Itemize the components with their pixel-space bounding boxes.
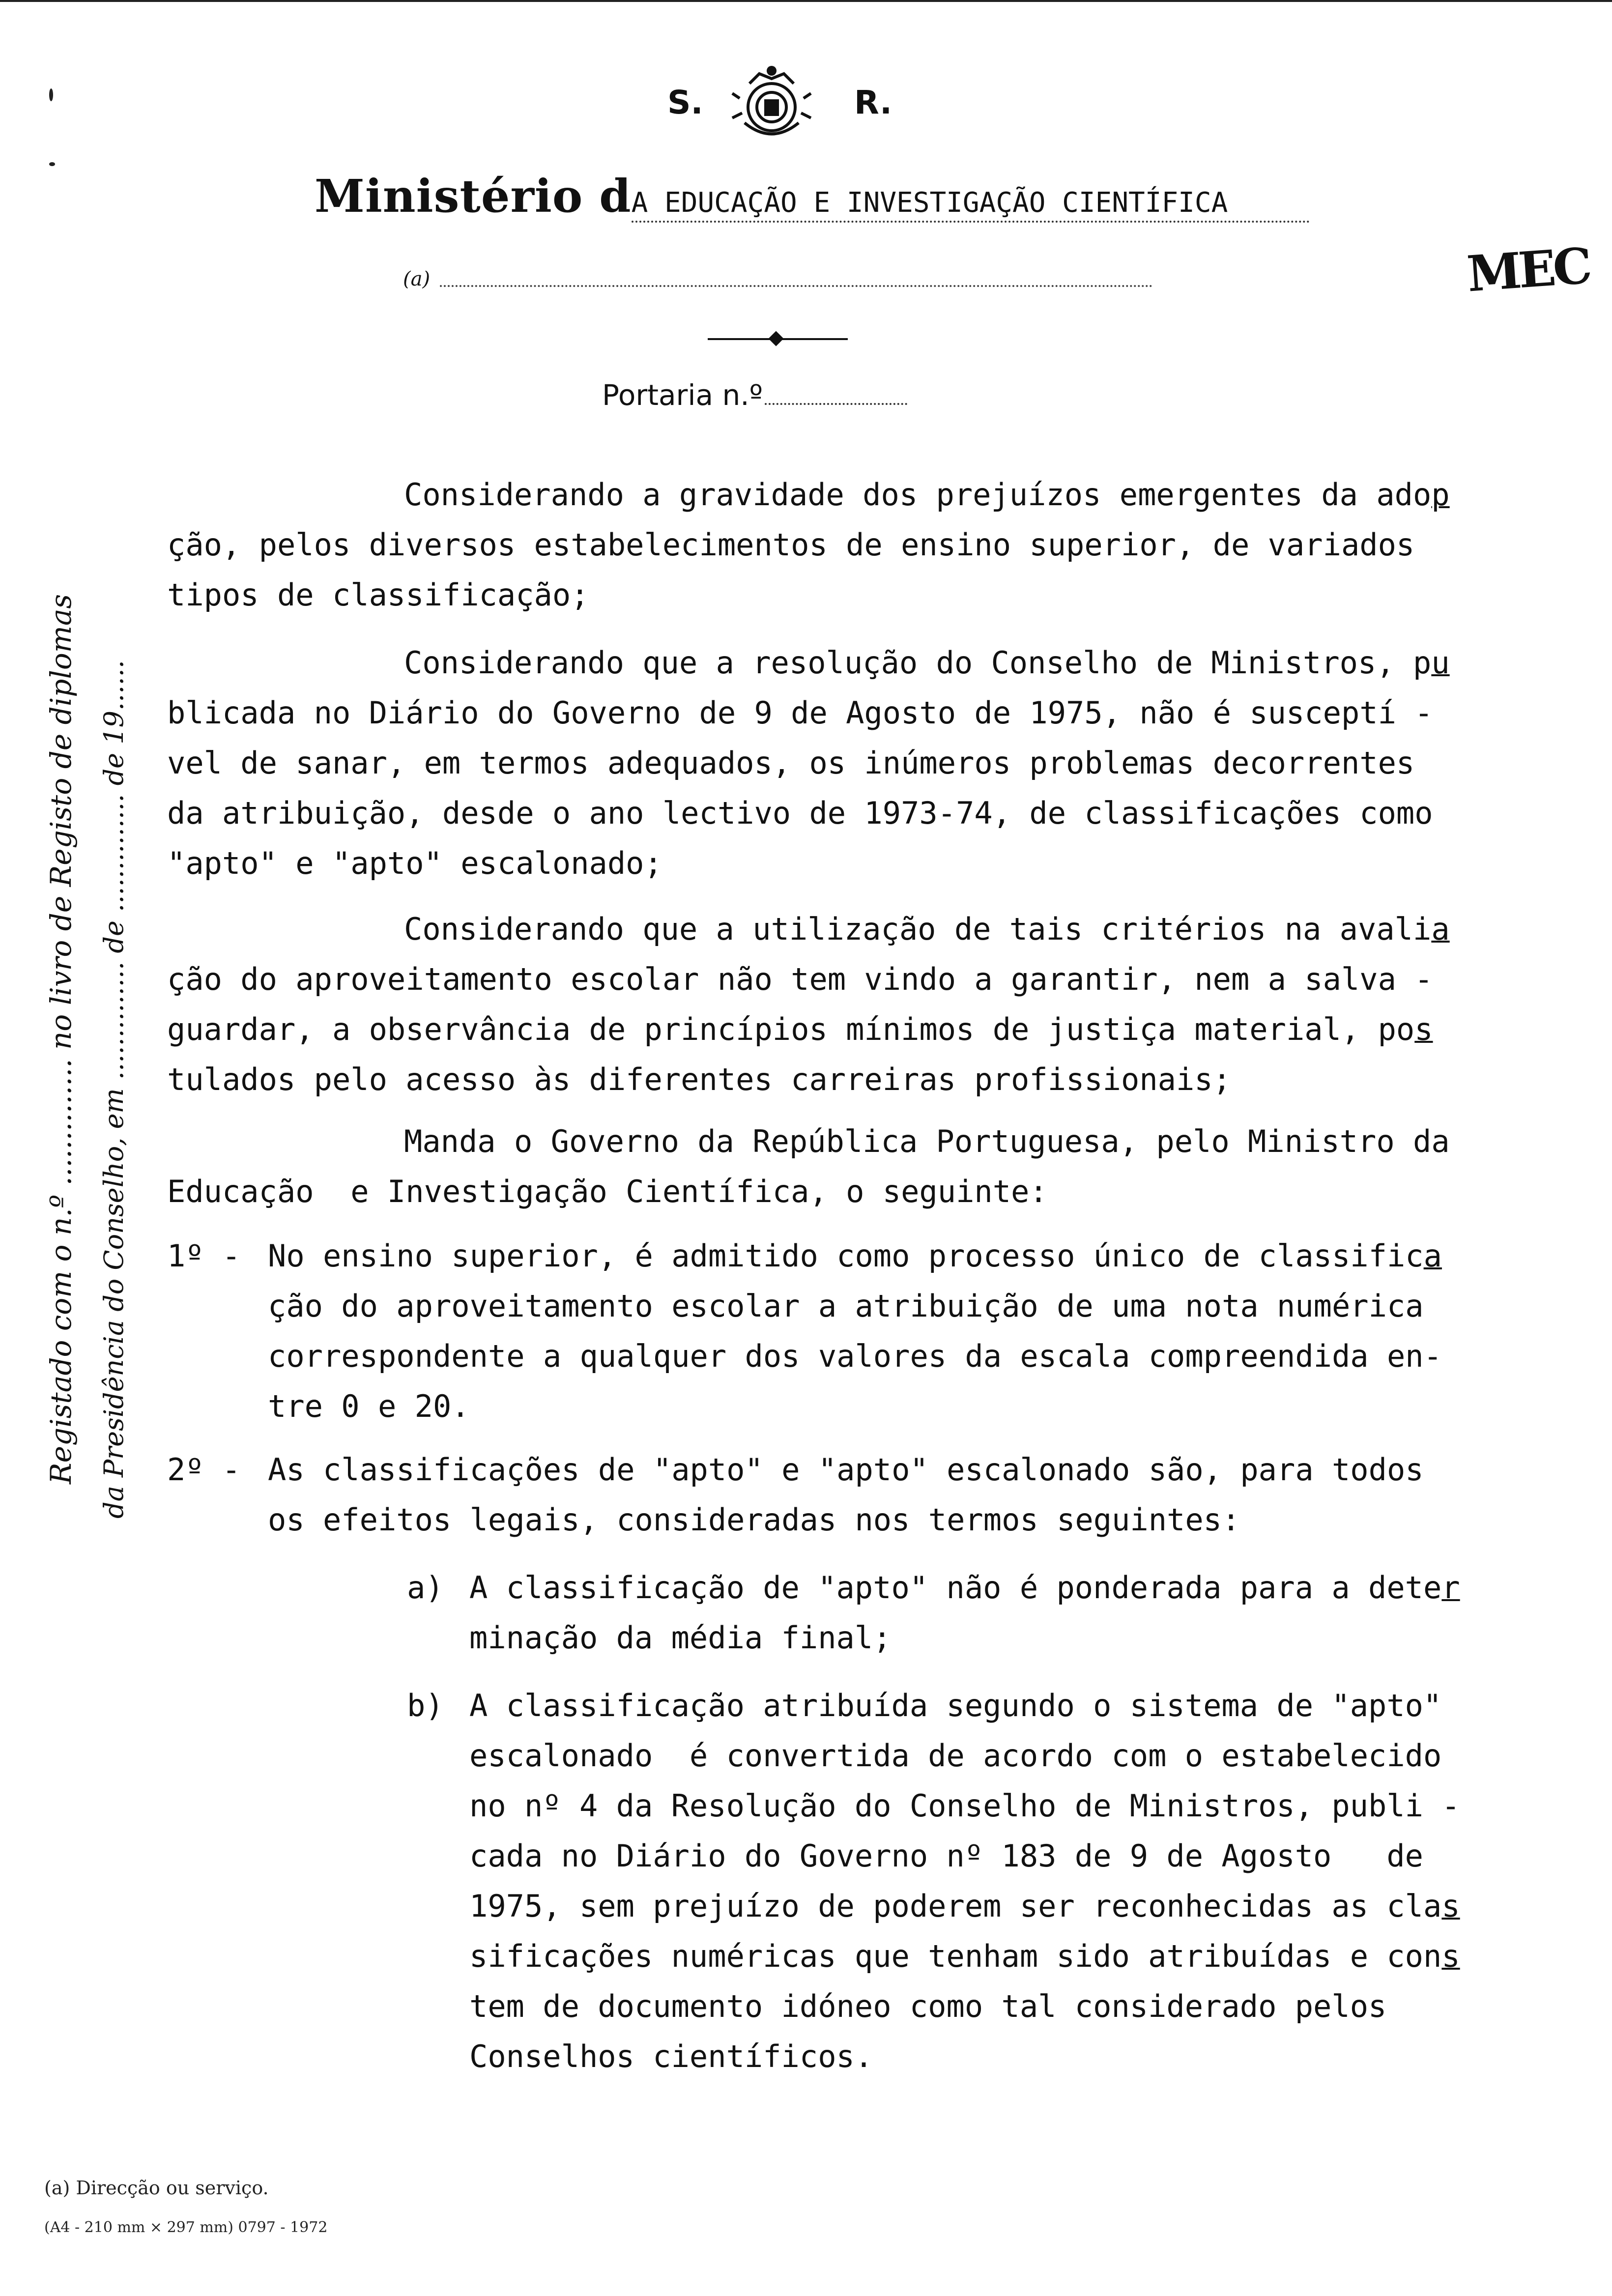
sub-item-a-label: a) [407,1570,444,1606]
paragraph-2-line-3: vel de sanar, em termos adequados, os inúmeros problemas decorrentes [167,745,1415,781]
handwritten-mark: MEC [1465,236,1591,303]
portaria-dotted-line [765,403,907,405]
header-left-letter: S. [667,84,703,121]
paragraph-2-line-4: da atribuição, desde o ano lectivo de 1973-74, de classificações como [167,795,1433,831]
sub-item-b-line-5: 1975, sem prejuízo de poderem ser reconhecidas as clas [469,1888,1460,1924]
paragraph-4-line-2: Educação e Investigação Científica, o seguinte: [167,1174,1048,1209]
margin-registry-line: Registado com o n.º .............. no livro de Registo de diplomas [44,594,78,1484]
footnote: (a) Direcção ou serviço. [44,2177,269,2199]
sub-item-a-line-2: minação da média final; [469,1620,892,1656]
paragraph-4-line-1: Manda o Governo da República Portuguesa, pelo Ministro da [404,1123,1450,1159]
sub-item-b-line-2: escalonado é convertida de acordo com o estabelecido [469,1738,1442,1774]
top-rule [0,0,1612,2]
portaria-number [602,378,907,412]
item-1-number: 1º - [167,1238,241,1274]
sub-item-b-label: b) [407,1688,444,1723]
paragraph-2-line-2: blicada no Diário do Governo de 9 de Agosto de 1975, não é susceptí - [167,695,1433,731]
sub-item-b-line-7: tem de documento idóneo como tal considerado pelos [469,1988,1387,2024]
paragraph-2-line-1: Considerando que a resolução do Conselho de Ministros, pu [404,645,1450,681]
direction-dotted-line [440,285,1152,287]
direction-marker: (a) [403,268,431,290]
paragraph-3-line-3: guardar, a observância de princípios mínimos de justiça material, pos [167,1011,1433,1047]
ministry-line [315,170,1307,223]
paragraph-2-line-5: "apto" e "apto" escalonado; [167,845,662,881]
sub-item-b-line-3: no nº 4 da Resolução do Conselho de Ministros, publi - [469,1788,1460,1824]
header-right-letter: R. [854,84,892,121]
ministry-prefix: Ministério d [315,170,632,223]
paragraph-3-line-2: ção do aproveitamento escolar não tem vindo a garantir, nem a salva - [167,961,1433,997]
item-1-line-4: tre 0 e 20. [268,1388,470,1424]
sub-item-a-line-1: A classificação de "apto" não é ponderada para a deter [469,1570,1460,1606]
sub-item-b-line-8: Conselhos científicos. [469,2038,873,2074]
paragraph-1-line-1: Considerando a gravidade dos prejuízos emergentes da adop [404,477,1450,513]
sub-item-b-line-4: cada no Diário do Governo nº 183 de 9 de Agosto de [469,1838,1424,1874]
portaria-label: Portaria n.º [602,378,763,412]
item-2-line-1: As classificações de "apto" e "apto" escalonado são, para todos [268,1452,1424,1488]
item-2-number: 2º - [167,1452,241,1488]
item-1-line-2: ção do aproveitamento escolar a atribuição de uma nota numérica [268,1288,1424,1324]
item-2-line-2: os efeitos legais, consideradas nos termos seguintes: [268,1502,1240,1538]
ministry-department: A EDUCAÇÃO E INVESTIGAÇÃO CIENTÍFICA [632,187,1310,223]
sub-item-b-line-1: A classificação atribuída segundo o sistema de "apto" [469,1688,1442,1723]
speck [49,162,55,166]
form-code: (A4 - 210 mm × 297 mm) 0797 - 1972 [44,2219,328,2236]
paragraph-1-line-2: ção, pelos diversos estabelecimentos de ensino superior, de variados [167,527,1415,563]
paragraph-3-line-4: tulados pelo acesso às diferentes carreiras profissionais; [167,1062,1231,1097]
item-1-line-3: correspondente a qualquer dos valores da escala compreendida en- [268,1338,1442,1374]
paragraph-3-line-1: Considerando que a utilização de tais critérios na avalia [404,911,1450,947]
diamond-ornament-icon [768,331,783,346]
coat-of-arms-seal-icon [730,64,813,147]
speck [49,88,53,101]
sub-item-b-line-6: sificações numéricas que tenham sido atribuídas e cons [469,1938,1460,1974]
item-1-line-1: No ensino superior, é admitido como processo único de classifica [268,1238,1442,1274]
margin-presidency-line: da Presidência do Conselho, em .............. de .............. de 19...... [98,660,129,1519]
paragraph-1-line-3: tipos de classificação; [167,577,589,613]
